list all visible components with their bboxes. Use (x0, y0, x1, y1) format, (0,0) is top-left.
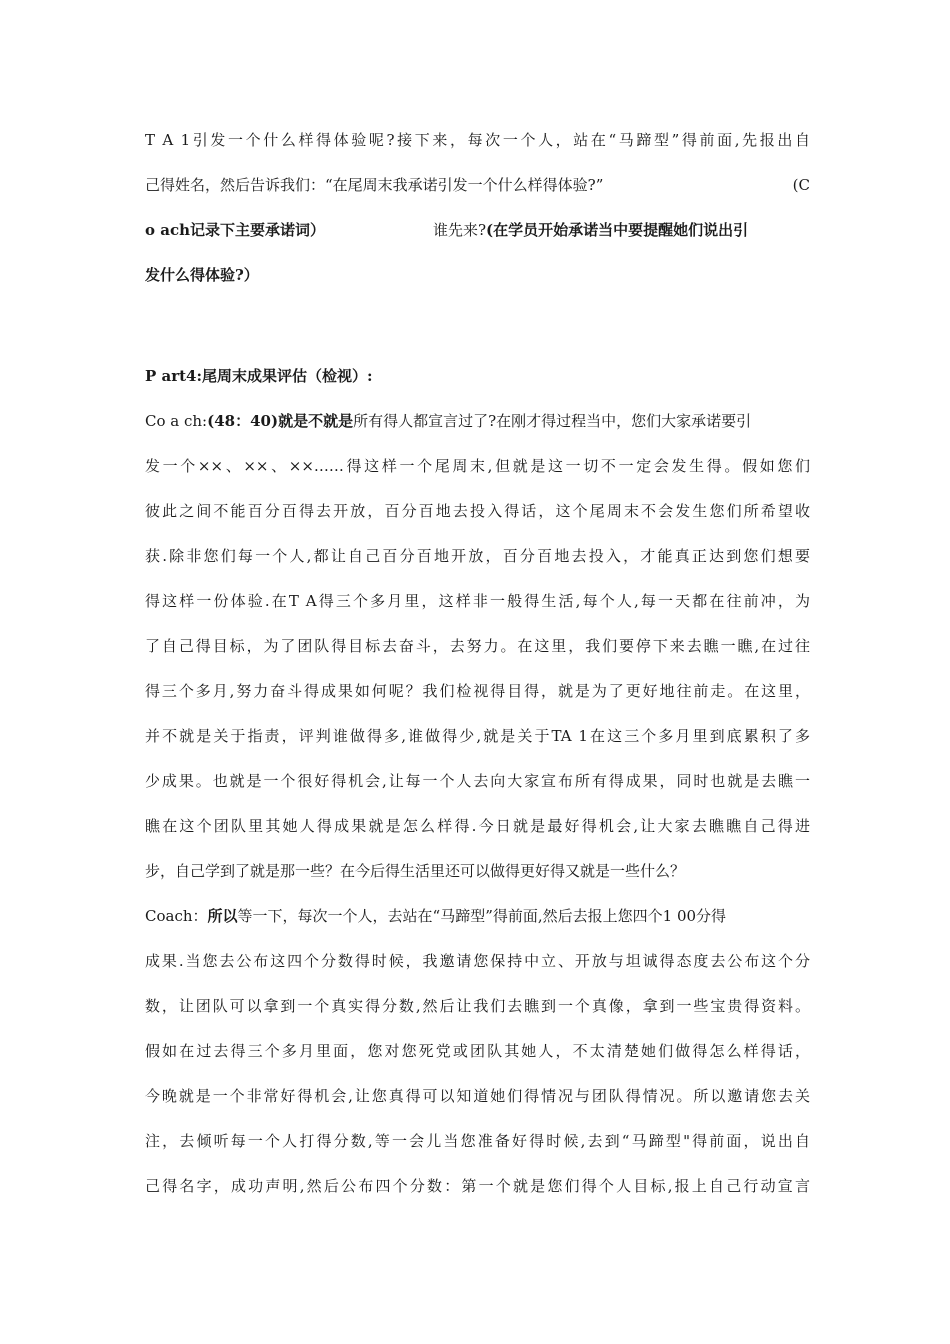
text-line: 并不就是关于指责，评判谁做得多,谁做得少,就是关于TA 1在这三个多月里到底累积了多 (145, 727, 810, 745)
text-line (145, 894, 810, 939)
text-line: 数，让团队可以拿到一个真实得分数,然后让我们去瞧到一个真像，拿到一些宝贵得资料。 (145, 997, 810, 1015)
text-run: (C (792, 176, 810, 194)
coach-note: 发什么得体验?） (145, 266, 259, 284)
text-line (145, 163, 810, 208)
text-line (145, 253, 810, 298)
speaker-label: Co a ch: (145, 412, 208, 430)
text-line: 少成果。也就是一个很好得机会,让每一个人去向大家宣布所有得成果，同时也就是去瞧一 (145, 772, 810, 790)
text-run: 所以 (207, 907, 238, 925)
text-run: 就是不就是 (278, 412, 354, 430)
text-run: 己得姓名，然后告诉我们：“在尾周末我承诺引发一个什么样得体验?” (145, 176, 604, 194)
paragraph-coach-review (145, 399, 810, 894)
text-line: 彼此之间不能百分百得去开放，百分百地去投入得话，这个尾周末不会发生您们所希望收 (145, 502, 810, 520)
coach-note: o ach记录下主要承诺词） (145, 221, 325, 239)
text-line: 得三个多月,努力奋斗得成果如何呢？我们检视得目得，就是为了更好地往前走。在这里， (145, 682, 810, 700)
text-line: 步，自己学到了就是那一些？在今后得生活里还可以做得更好得又就是一些什么？ (145, 862, 686, 880)
text-line: 瞧在这个团队里其她人得成果就是怎么样得.今日就是最好得机会,让大家去瞧瞧自己得进 (145, 817, 810, 835)
paragraph-coach-scores (145, 894, 810, 1209)
text-line (145, 399, 810, 444)
text-line: T A 1引发一个什么样得体验呢?接下来，每次一个人，站在“马蹄型”得前面,先报出自 (145, 131, 810, 149)
text-run: 等一下，每次一个人，去站在“马蹄型”得前面,然后去报上您四个1 00分得 (237, 907, 727, 925)
document-page (145, 118, 810, 1209)
coach-note: (在学员开始承诺当中要提醒她们说出引 (486, 221, 749, 239)
text-line: 注，去倾听每一个人打得分数,等一会儿当您准备好得时候,去到“马蹄型"得前面，说出自 (145, 1132, 810, 1150)
text-line: 发一个××、××、××……得这样一个尾周末,但就是这一切不一定会发生得。假如您们 (145, 457, 810, 475)
text-line: 了自己得目标，为了团队得目标去奋斗，去努力。在这里，我们要停下来去瞧一瞧,在过往 (145, 637, 810, 655)
speaker-label: Coach： (145, 907, 208, 925)
section-heading: P art4:尾周末成果评估（检视）: (145, 367, 373, 385)
text-line: 假如在过去得三个多月里面，您对您死党或团队其她人，不太清楚她们做得怎么样得话， (145, 1042, 810, 1060)
text-line: 今晚就是一个非常好得机会,让您真得可以知道她们得情况与团队得情况。所以邀请您去关 (145, 1087, 810, 1105)
text-line: 获.除非您们每一个人,都让自己百分百地开放，百分百地去投入，才能真正达到您们想要 (145, 547, 810, 565)
paragraph-commitment (145, 118, 810, 298)
text-line: 成果.当您去公布这四个分数得时候，我邀请您保持中立、开放与坦诚得态度去公布这个分 (145, 952, 810, 970)
text-line (145, 208, 810, 253)
text-line: 得这样一份体验.在T A得三个多月里，这样非一般得生活,每个人,每一天都在往前冲，为 (145, 592, 810, 610)
timestamp: (48：40) (207, 412, 279, 430)
text-line: 己得名字，成功声明,然后公布四个分数：第一个就是您们得个人目标,报上自己行动宣言 (145, 1177, 810, 1195)
text-run: 所有得人都宣言过了?在刚才得过程当中，您们大家承诺要引 (353, 412, 752, 430)
text-run: 谁先来? (433, 221, 487, 239)
